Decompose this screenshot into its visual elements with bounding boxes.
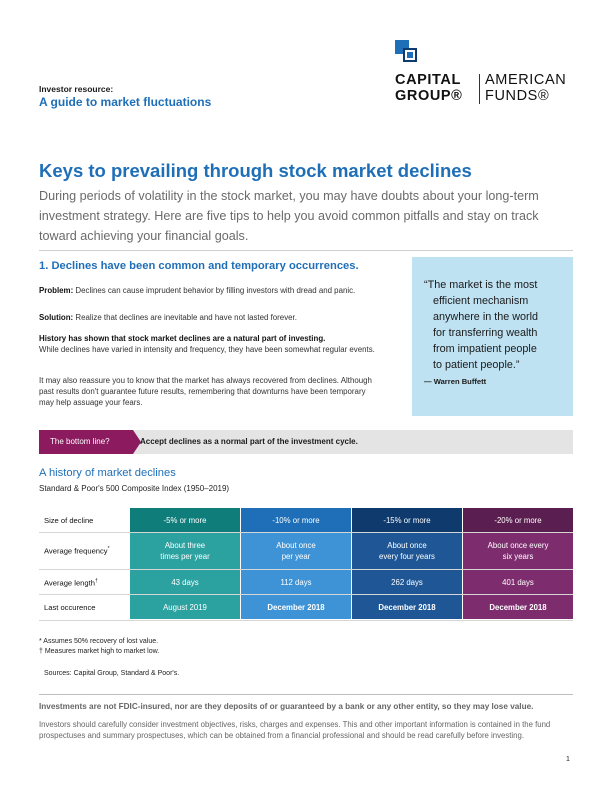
row-label-frequency: [44, 546, 110, 556]
solution-label: Solution:: [39, 313, 74, 322]
page-title: Keys to prevailing through stock market declines: [39, 160, 472, 181]
footnote: † Measures market high to market low.: [39, 648, 160, 655]
quote-line: for transferring wealth: [433, 327, 538, 339]
page-number: 1: [566, 756, 570, 763]
length-footnote-mark: †: [94, 578, 98, 584]
logo-capital-group: [395, 72, 462, 104]
cell-line: times per year: [160, 552, 210, 561]
table-cell: [130, 533, 240, 569]
logo-text-funds: FUNDS®: [485, 88, 550, 104]
history-paragraph: [39, 333, 379, 355]
prospectus-disclaimer: Investors should carefully consider investment objectives, risks, charges and expenses. This and other important information is contained in the fund prospectuses and summary prospectuses, which can be obtained from a financial professional and should be read carefully before investing.: [39, 720, 551, 740]
table-cell: [352, 533, 462, 569]
row-label-size: Size of decline: [44, 516, 94, 525]
row-label-last: Last occurence: [44, 603, 96, 612]
cell-line: six years: [502, 552, 534, 561]
capital-group-logo-icon: [395, 40, 421, 66]
quote-line: from impatient people: [433, 343, 537, 355]
cell-line: About once every: [487, 541, 549, 550]
row-label-frequency-text: Average frequency: [44, 546, 108, 556]
table-cell: -20% or more: [463, 508, 573, 532]
reassure-paragraph: It may also reassure you to know that the market has always recovered from declines. Although past results don't guarantee future results, remembering that downturns have been temporary may help assuage your fears.: [39, 376, 372, 407]
cell-line: per year: [281, 552, 311, 561]
footnote: * Assumes 50% recovery of lost value.: [39, 638, 159, 645]
logo-text-american: AMERICAN: [485, 72, 567, 88]
table-divider: [39, 594, 573, 595]
history-heading: History has shown that stock market declines are a natural part of investing.: [39, 334, 326, 343]
history-title: A history of market declines: [39, 467, 176, 479]
table-cell: -5% or more: [130, 508, 240, 532]
table-divider: [39, 569, 573, 570]
guide-title: A guide to market fluctuations: [39, 95, 212, 109]
history-subtitle: Standard & Poor's 500 Composite Index (1950–2019): [39, 484, 230, 493]
history-text: While declines have varied in intensity and frequency, they have been somewhat regular events.: [39, 345, 375, 354]
logo-text-capital: CAPITAL: [395, 72, 461, 88]
table-cell: -10% or more: [241, 508, 351, 532]
bottom-line-text: Accept declines as a normal part of the investment cycle.: [140, 437, 358, 446]
quote-line: anywhere in the world: [433, 311, 539, 323]
table-divider: [39, 532, 573, 533]
frequency-footnote-mark: *: [107, 546, 110, 552]
bottom-line-tag: The bottom line?: [39, 430, 133, 454]
divider: [39, 694, 573, 695]
table-cell: 401 days: [463, 570, 573, 594]
table-cell: December 2018: [241, 595, 351, 619]
table-cell: 262 days: [352, 570, 462, 594]
row-label-length-text: Average length: [44, 578, 95, 588]
quote-line: “The market is the most: [424, 279, 538, 291]
logo-divider: [479, 74, 480, 104]
cell-line: About once: [387, 541, 427, 550]
quote-attribution: — Warren Buffett: [424, 377, 487, 386]
cell-line: every four years: [379, 552, 435, 561]
cell-line: About once: [276, 541, 316, 550]
table-cell: 112 days: [241, 570, 351, 594]
problem-paragraph: [39, 285, 379, 296]
table-cell: [463, 533, 573, 569]
quote-text: [424, 277, 566, 373]
solution-text: Realize that declines are inevitable and have not lasted forever.: [75, 313, 297, 322]
table-cell: December 2018: [463, 595, 573, 619]
solution-paragraph: [39, 312, 379, 323]
table-cell: 43 days: [130, 570, 240, 594]
eyebrow-label: Investor resource:: [39, 84, 114, 94]
fdic-disclaimer: Investments are not FDIC-insured, nor are they deposits of or guaranteed by a bank or any other entity, so they may lose value.: [39, 702, 534, 711]
table-cell: December 2018: [352, 595, 462, 619]
table-cell: August 2019: [130, 595, 240, 619]
logo-text-group: GROUP®: [395, 88, 463, 104]
quote-line: to patient people.”: [433, 359, 520, 371]
divider: [39, 250, 573, 251]
row-label-length: [44, 578, 98, 588]
problem-text: Declines can cause imprudent behavior by filling investors with dread and panic.: [75, 286, 356, 295]
section-title: 1. Declines have been common and temporary occurrences.: [39, 260, 359, 272]
table-cell: -15% or more: [352, 508, 462, 532]
cell-line: About three: [164, 541, 206, 550]
quote-line: efficient mechanism: [433, 295, 529, 307]
table-divider: [39, 620, 573, 621]
sources-note: Sources: Capital Group, Standard & Poor's.: [44, 670, 180, 677]
logo-american-funds: [485, 72, 566, 104]
table-cell: [241, 533, 351, 569]
problem-label: Problem:: [39, 286, 74, 295]
intro-paragraph: During periods of volatility in the stock market, you may have doubts about your long-term investment strategy. Here are five tips to help you avoid common pitfalls and stay on track toward achieving your financial goals.: [39, 189, 539, 243]
